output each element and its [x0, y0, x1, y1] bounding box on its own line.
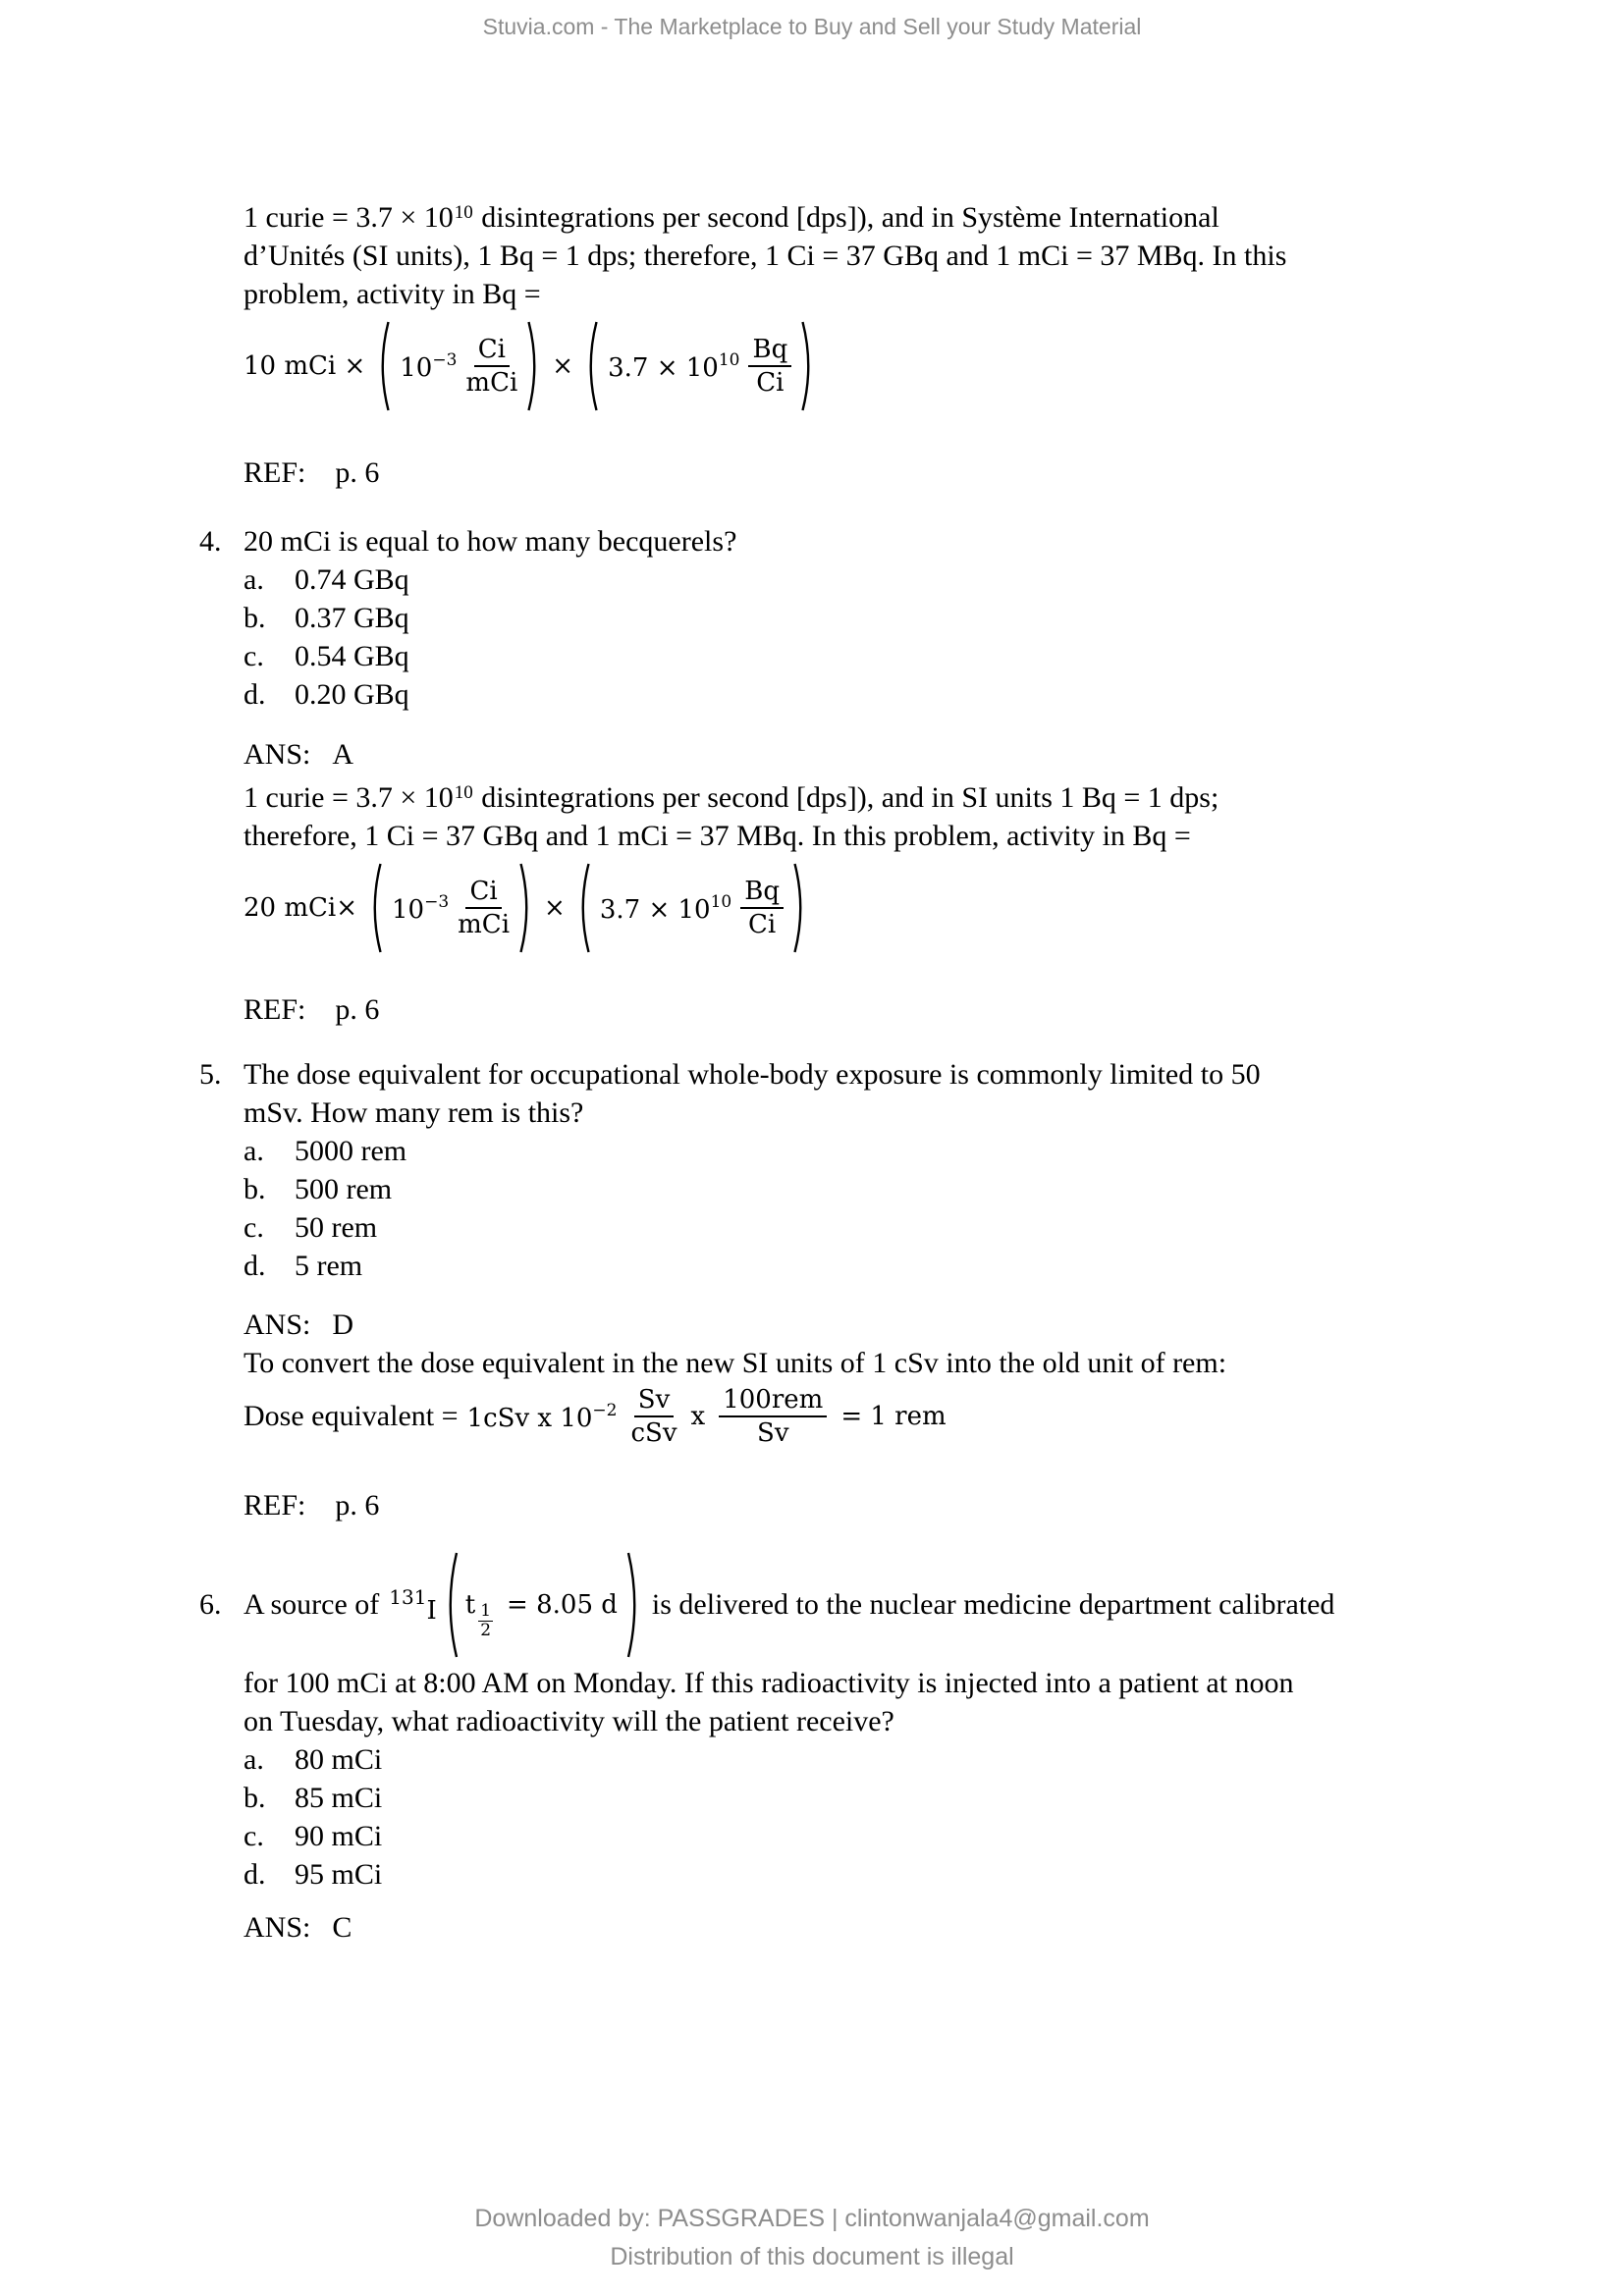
big-paren-right: [625, 1550, 644, 1660]
option-letter: a.: [244, 1135, 264, 1167]
question-4: [199, 522, 1466, 561]
option-letter: b.: [244, 602, 266, 634]
footer-warning-line: Distribution of this document is illegal: [610, 2243, 1014, 2270]
q4-option-b: [244, 599, 1466, 637]
ref-label: REF:: [244, 456, 306, 489]
big-paren-right: [792, 861, 809, 955]
exponent: 10: [710, 891, 732, 912]
ref-label: REF:: [244, 993, 306, 1026]
big-paren-left: [582, 319, 599, 413]
option-letter: c.: [244, 1211, 264, 1244]
ref-value: p. 6: [335, 1489, 380, 1522]
formula-factor1-base: $10^{-3}$: [392, 891, 450, 925]
big-paren-left: [366, 861, 383, 955]
ref-line-q4: [244, 990, 1466, 1029]
big-paren-left: [574, 861, 591, 955]
option-text: 0.20 GBq: [295, 678, 409, 711]
big-paren-right: [526, 319, 543, 413]
question-5-text-line1: The dose equivalent for occupational whole-body exposure is commonly limited to 50: [244, 1058, 1261, 1091]
q5-option-a: [244, 1132, 1466, 1170]
option-text: 500 rem: [295, 1173, 393, 1205]
ans-label: ANS:: [244, 738, 311, 771]
ref-value: p. 6: [335, 456, 380, 489]
ans-value: D: [332, 1308, 354, 1341]
answer-line-q4: [244, 735, 1466, 774]
question-4-text: 20 mCi is equal to how many becquerels?: [244, 525, 737, 558]
text-segment: A source of: [244, 1588, 380, 1621]
q3-explanation-paragraph: [244, 193, 1466, 313]
option-letter: d.: [244, 1250, 266, 1282]
fraction-sv-csv: $\frac{Sv}{\text{cSv}}$: [630, 1385, 677, 1448]
question-4-number: 4.: [199, 525, 222, 558]
q4-option-d: [244, 675, 1466, 714]
q5-option-b: [244, 1170, 1466, 1208]
q4-activity-formula: [244, 859, 1466, 957]
fraction-bq-ci: $\frac{Bq}{Ci}$: [748, 335, 791, 398]
ref-line-q3: [244, 454, 1466, 492]
option-letter: a.: [244, 563, 264, 596]
ans-value: A: [332, 738, 354, 771]
big-paren-left: [374, 319, 391, 413]
mass-number-superscript: 131: [389, 1584, 427, 1609]
half-life-value: = 8.05 d: [507, 1590, 618, 1620]
q3-explanation-line3: problem, activity in Bq =: [244, 278, 541, 310]
text-segment: is delivered to the nuclear medicine department calibrated: [651, 1588, 1335, 1621]
option-text: 5 rem: [295, 1250, 363, 1282]
q3-activity-formula: [244, 319, 1466, 413]
question-5-number: 5.: [199, 1058, 222, 1091]
text-segment: 1 curie = 3.7 × 10: [244, 781, 454, 814]
formula-factor1-base: $10^{-3}$: [400, 349, 458, 383]
formula-label: Dose equivalent =: [244, 1400, 459, 1432]
footer-download-line: Downloaded by: PASSGRADES | clintonwanjala4@gmail.com: [474, 2205, 1150, 2232]
formula-factor2-base: $3.7 \times 10^{10}$: [599, 891, 732, 925]
superscript: 10: [454, 782, 473, 803]
ans-label: ANS:: [244, 1911, 311, 1944]
page-footer: [0, 2205, 1624, 2281]
option-text: 50 rem: [295, 1211, 378, 1244]
text-segment: 1 curie = 3.7 × 10: [244, 201, 454, 234]
formula-prefix: 10 mCi ×: [244, 351, 366, 381]
ans-value: C: [332, 1911, 352, 1944]
q4-explanation-paragraph: [244, 774, 1466, 855]
q3-explanation-line1: [244, 193, 1466, 237]
q5-explanation-line: To convert the dose equivalent in the new SI units of 1 cSv into the old unit of rem:: [244, 1347, 1227, 1379]
answer-line-q6: [244, 1908, 1466, 1947]
option-text: 5000 rem: [295, 1135, 407, 1167]
q4-explanation-line2: therefore, 1 Ci = 37 GBq and 1 mCi = 37 MBq. In this problem, activity in Bq =: [244, 820, 1191, 852]
q6-isotope: $^{131}$I: [389, 1584, 437, 1626]
fraction-ci-mci: $\frac{Ci}{\text{mCi}}$: [458, 877, 511, 939]
formula-prefix: 20 mCi×: [244, 893, 357, 923]
option-text: 0.54 GBq: [295, 640, 409, 672]
header-title: Stuvia.com - The Marketplace to Buy and Sell your Study Material: [482, 14, 1142, 39]
multiply-sign: x: [690, 1402, 706, 1431]
big-paren-right: [800, 319, 817, 413]
option-text: 0.37 GBq: [295, 602, 409, 634]
exponent: 10: [718, 349, 740, 370]
option-letter: d.: [244, 678, 266, 711]
question-6-text-line2: for 100 mCi at 8:00 AM on Monday. If this radioactivity is injected into a patient at noon: [244, 1667, 1294, 1699]
question-5-text-line2: mSv. How many rem is this?: [244, 1096, 584, 1129]
q5-option-c: [244, 1208, 1466, 1247]
q4-option-c: [244, 637, 1466, 675]
fraction-100rem-sv: $\frac{\text{100rem}}{Sv}$: [719, 1385, 827, 1448]
q5-dose-formula: [244, 1384, 1466, 1449]
q6-option-b: [244, 1779, 1466, 1817]
option-text: 95 mCi: [295, 1858, 383, 1891]
multiply-sign: ×: [544, 893, 566, 923]
question-5: [199, 1055, 1466, 1094]
ref-line-q5: [244, 1486, 1466, 1524]
big-paren-left: [441, 1550, 460, 1660]
option-letter: b.: [244, 1782, 266, 1814]
ref-label: REF:: [244, 1489, 306, 1522]
q5-option-d: [244, 1247, 1466, 1285]
option-text: 0.74 GBq: [295, 563, 409, 596]
page-content: [199, 193, 1466, 1947]
formula-base: 1cSv x $10^{-2}$: [466, 1400, 618, 1433]
question-6-lead-construct: [244, 1550, 1334, 1660]
option-text: 80 mCi: [295, 1743, 383, 1776]
option-letter: a.: [244, 1743, 264, 1776]
superscript: 10: [454, 202, 473, 223]
exponent: −3: [432, 349, 458, 370]
option-letter: c.: [244, 640, 264, 672]
q6-option-a: [244, 1740, 1466, 1779]
q6-option-d: [244, 1855, 1466, 1894]
fraction-ci-mci: $\frac{Ci}{\text{mCi}}$: [465, 335, 518, 398]
exponent: −3: [424, 891, 450, 912]
formula-result: = 1 rem: [840, 1402, 947, 1431]
option-text: 90 mCi: [295, 1820, 383, 1852]
text-segment: disintegrations per second [dps]), and in Système International: [473, 201, 1219, 234]
multiply-sign: ×: [552, 351, 574, 381]
q4-explanation-line1: [244, 774, 1466, 817]
page-header: [0, 14, 1624, 40]
formula-factor2-base: $3.7 \times 10^{10}$: [608, 349, 740, 383]
option-letter: c.: [244, 1820, 264, 1852]
option-letter: d.: [244, 1858, 266, 1891]
big-paren-right: [518, 861, 535, 955]
q6-half-life: t $\frac{1}{2}$ = 8.05 d: [464, 1590, 618, 1640]
question-6: [199, 1550, 1466, 1660]
q4-option-a: [244, 561, 1466, 599]
ref-value: p. 6: [335, 993, 380, 1026]
exponent: −2: [592, 1400, 618, 1420]
text-segment: disintegrations per second [dps]), and in SI units 1 Bq = 1 dps;: [473, 781, 1219, 814]
option-letter: b.: [244, 1173, 266, 1205]
answer-line-q5: [244, 1306, 1466, 1344]
ans-label: ANS:: [244, 1308, 311, 1341]
option-text: 85 mCi: [295, 1782, 383, 1814]
question-6-number: 6.: [199, 1588, 222, 1621]
fraction-bq-ci: $\frac{Bq}{Ci}$: [740, 877, 784, 939]
question-6-text-line3: on Tuesday, what radioactivity will the patient receive?: [244, 1705, 894, 1737]
q3-explanation-line2: d’Unités (SI units), 1 Bq = 1 dps; therefore, 1 Ci = 37 GBq and 1 mCi = 37 MBq. In this: [244, 240, 1287, 272]
q6-option-c: [244, 1817, 1466, 1855]
half-fraction: $\frac{1}{2}$: [480, 1601, 492, 1640]
